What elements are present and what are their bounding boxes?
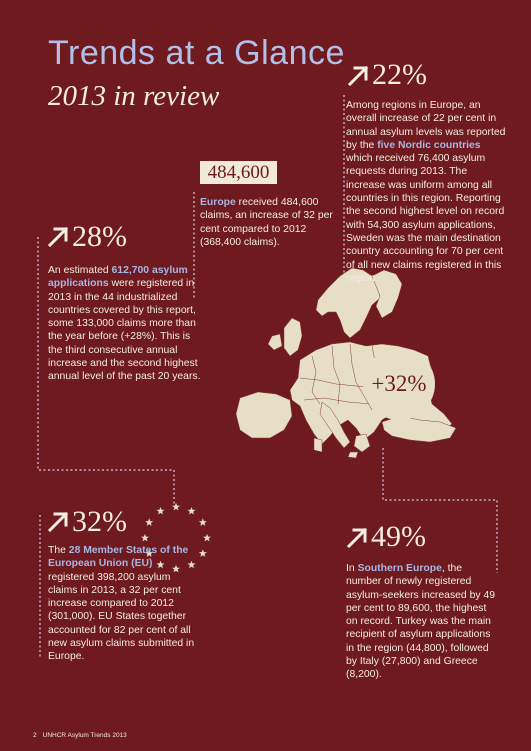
stat-49-value: 49% (371, 520, 426, 553)
eu-star (203, 534, 211, 542)
stat-22-highlight: five Nordic countries (377, 139, 481, 151)
stat-22-text (346, 99, 506, 285)
stat-49-text-post: , the number of newly registered asylum-seekers increased by 49 per cent to 89,600, the highest on record. Turkey was the main recipient of asylum applications in the region (44,800), followed by Italy (27,800) and Greece (8,200). (346, 563, 496, 681)
stat-22-heading (372, 60, 427, 90)
stat-28-text-pre: An estimated (48, 265, 112, 276)
stat-28-text (48, 264, 202, 384)
europe-total-box: 484,600 (200, 161, 277, 184)
page-subtitle: 2013 in review (48, 80, 220, 112)
stat-32-value: 32% (72, 505, 127, 538)
stat-32-highlight: 28 Member States of the European Union (EU) (48, 545, 189, 570)
europe-total-text-post: received 484,600 claims, an increase of 32 per cent compared to 2012 (368,400 claims). (200, 197, 333, 248)
europe-total-text (200, 196, 340, 249)
stat-32-text-post: registered 398,200 asylum claims in 2013, a 32 per cent increase compared to 2012 (301,000). EU States together accounted for 82 per cent of all new asylum claims submitted in Europe. (48, 571, 195, 663)
stat-28-highlight: 612,700 asylum applications (48, 265, 188, 290)
stat-22-value: 22% (372, 58, 427, 91)
eu-star (199, 549, 207, 557)
arrow-icon-22 (350, 68, 366, 84)
stat-49-highlight: Southern Europe (357, 563, 442, 574)
eu-star (188, 507, 196, 515)
stat-22-text-post: which received 76,400 asylum requests during 2013. The increase was uniform among all countries in this region. Reporting the second highest level on record with 54,300 asylum applications, Sweden was the main destination country accounting for 70 per cent of all new claims registered in this region. (346, 153, 505, 284)
footer-text: UNHCR Asylum Trends 2013 (42, 732, 127, 739)
eu-star (172, 503, 180, 511)
eu-star (157, 507, 165, 515)
page-number: 2 (33, 732, 37, 739)
arrow-icon-49 (349, 530, 365, 546)
stat-49-heading (371, 522, 426, 552)
eu-star (141, 534, 149, 542)
stat-32-heading (72, 507, 127, 537)
arrow-icon-28 (50, 229, 66, 245)
stat-28-heading (72, 222, 127, 252)
stat-28-value: 28% (72, 220, 127, 253)
stat-49-text (346, 562, 500, 682)
page-title: Trends at a Glance (48, 34, 345, 72)
eu-star (199, 518, 207, 526)
europe-highlight: Europe (200, 197, 236, 208)
stat-32-text (48, 544, 200, 664)
eu-star (145, 518, 153, 526)
stat-22-text-pre: Among regions in Europe, an overall increase of 22 per cent in annual asylum levels was reported by the (346, 100, 506, 151)
stat-32-text-pre: The (48, 545, 69, 556)
page-footer (33, 732, 127, 739)
stat-28-text-post: were registered in 2013 in the 44 industrialized countries covered by this report, some 133,000 claims more than the year before (+28%). This is the third consecutive annual increase and the second highest annual level of the past 20 years. (48, 278, 201, 383)
stat-49-text-pre: In (346, 563, 358, 574)
arrow-icon-32 (50, 514, 66, 530)
map-badge: +32% (363, 348, 435, 420)
